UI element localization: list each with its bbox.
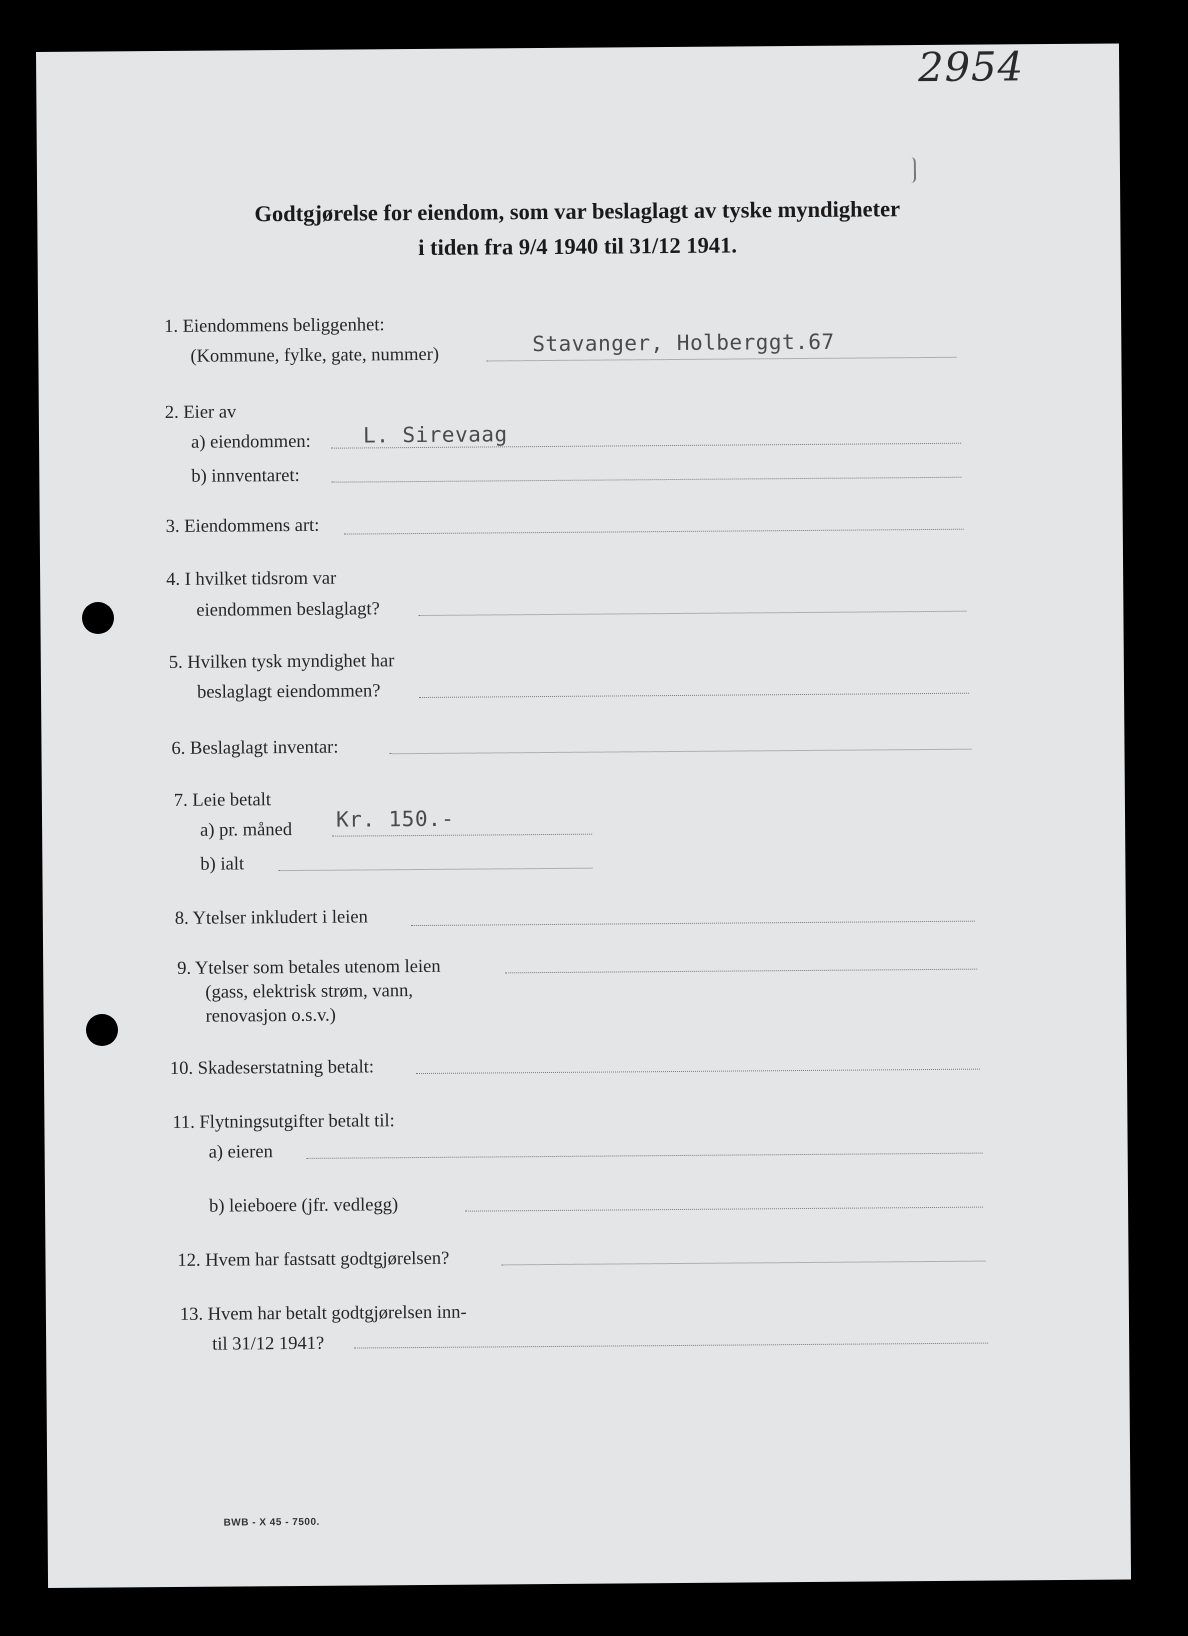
item-7a-fill-line <box>332 834 592 837</box>
item-13-label: 13. Hvem har betalt godtgjørelsen inn- <box>179 1302 467 1325</box>
item-11b-fill-line <box>465 1207 983 1212</box>
item-4-label: 4. I hvilket tidsrom var <box>166 568 337 590</box>
pencil-mark <box>911 157 916 183</box>
item-7a-value: Kr. 150.- <box>335 806 455 832</box>
item-13-sublabel: til 31/12 1941? <box>212 1333 325 1355</box>
item-11b-label: b) leieboere (jfr. vedlegg) <box>208 1195 399 1217</box>
item-10-label: 10. Skadeserstatning betalt: <box>169 1057 375 1079</box>
item-11a-label: a) eieren <box>208 1142 273 1163</box>
punch-hole-bottom <box>86 1014 118 1046</box>
item-7b-fill-line <box>278 868 592 871</box>
item-11a-fill-line <box>307 1153 983 1159</box>
item-1-sublabel: (Kommune, fylke, gate, nummer) <box>190 344 440 367</box>
item-4-fill-line <box>418 611 966 616</box>
item-2b-fill-line <box>331 477 961 483</box>
item-7a-label: a) pr. måned <box>200 820 293 841</box>
item-2b-label: b) innventaret: <box>191 465 300 487</box>
item-8-fill-line <box>411 921 975 926</box>
item-8-label: 8. Ytelser inkludert i leien <box>174 907 368 929</box>
item-6-label: 6. Beslaglagt inventar: <box>171 737 339 759</box>
item-9-sublabel-2: renovasjon o.s.v.) <box>205 1005 337 1027</box>
item-7-label: 7. Leie betalt <box>173 790 272 811</box>
item-9-sublabel-1: (gass, elektrisk strøm, vann, <box>205 981 414 1003</box>
title-line-2: i tiden fra 9/4 1940 til 31/12 1941. <box>418 232 738 261</box>
item-2a-value: L. Sirevaag <box>362 422 508 448</box>
item-1-label: 1. Eiendommens beliggenhet: <box>164 315 385 338</box>
item-12-fill-line <box>502 1261 986 1266</box>
form-title <box>177 191 978 267</box>
item-5-sublabel: beslaglagt eiendommen? <box>196 681 381 703</box>
item-12-label: 12. Hvem har fastsatt godtgjørelsen? <box>177 1248 450 1271</box>
item-3-label: 3. Eiendommens art: <box>165 515 320 537</box>
item-5-label: 5. Hvilken tysk myndighet har <box>168 651 395 673</box>
punch-hole-top <box>82 602 114 634</box>
item-4-sublabel: eiendommen beslaglagt? <box>196 599 380 621</box>
item-1-value: Stavanger, Holberggt.67 <box>532 329 835 357</box>
item-2-label: 2. Eier av <box>164 402 237 423</box>
title-line-1: Godtgjørelse for eiendom, som var beslaglagt av tyske myndigheter <box>254 196 901 227</box>
item-10-fill-line <box>416 1069 980 1074</box>
form-page <box>36 43 1131 1587</box>
item-5-fill-line <box>419 693 969 698</box>
handwritten-archive-number: 2954 <box>917 44 1025 92</box>
item-7b-label: b) ialt <box>200 854 245 875</box>
print-code: BWB - X 45 - 7500. <box>223 1516 320 1529</box>
item-9-label: 9. Ytelser som betales utenom leien <box>177 956 441 979</box>
item-1-fill-line <box>486 357 956 362</box>
item-9-fill-line <box>505 969 977 974</box>
item-6-fill-line <box>390 749 972 755</box>
item-11-label: 11. Flytningsutgifter betalt til: <box>172 1111 395 1133</box>
item-13-fill-line <box>354 1343 988 1349</box>
item-3-fill-line <box>344 529 964 535</box>
item-2a-label: a) eiendommen: <box>190 431 311 453</box>
